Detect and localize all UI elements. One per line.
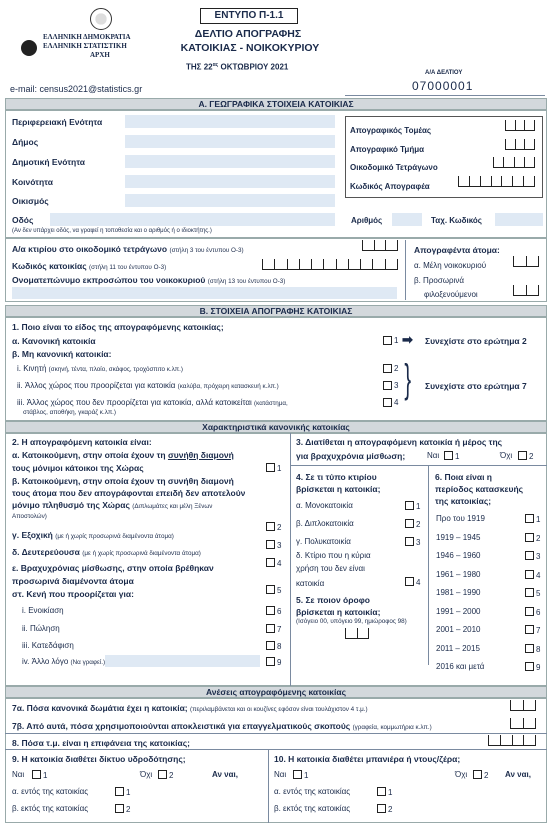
q3-no: Όχι xyxy=(500,451,513,460)
q6-period-number: 8 xyxy=(536,644,541,654)
q10-outside-checkbox[interactable] xyxy=(377,804,386,813)
q3-line2: για βραχυχρόνια μίσθωση; xyxy=(296,451,406,461)
q6-period-checkbox[interactable] xyxy=(525,551,534,560)
q4-detached-checkbox[interactable] xyxy=(405,501,414,510)
field-community-input[interactable] xyxy=(125,175,335,188)
q1-bii-label: ii. Άλλος χώρος που προορίζεται για κατοικία (καλύβα, πρόχειρη κατασκευή κ.λπ.) xyxy=(17,381,279,390)
q6-period-number: 7 xyxy=(536,626,541,635)
building-aa-digits[interactable] xyxy=(362,240,398,251)
q8-digits[interactable] xyxy=(488,735,536,746)
q9-yes: Ναι xyxy=(12,770,25,779)
field-street-label: Οδός xyxy=(12,215,34,225)
vacant-other-checkbox[interactable] xyxy=(266,657,275,666)
number-input[interactable] xyxy=(392,213,422,226)
q4-detached: α. Μονοκατοικία xyxy=(296,501,353,510)
q6-period-number: 3 xyxy=(536,552,541,561)
q9-outside-checkbox[interactable] xyxy=(115,804,124,813)
q2-g-checkbox[interactable] xyxy=(266,540,275,549)
q5-note: (Ισόγειο 00, υπόγειο 99, ημιώροφος 98) xyxy=(296,618,407,625)
field-community-label: Κοινότητα xyxy=(12,177,53,187)
q6-period-label: 1946 – 1960 xyxy=(436,551,481,560)
q9-inside: α. εντός της κατοικίας xyxy=(12,787,89,796)
q9-text: 9. Η κατοικία διαθέτει δίκτυο υδροδότησης; xyxy=(12,754,186,764)
section-label: Απογραφικό Τμήμα xyxy=(350,145,425,154)
q1-bi-label: i. Κινητή (σκηνή, τέντα, πλοίο, σκάφος, τροχόσπιτο κ.λπ.) xyxy=(17,364,183,373)
form-code-box: ΕΝΤΥΠΟ Π-1.1 xyxy=(200,8,298,24)
q4-semi-checkbox[interactable] xyxy=(405,519,414,528)
field-munit-label: Δημοτική Ενότητα xyxy=(12,157,86,167)
q2-text: 2. Η απογραφόμενη κατοικία είναι: xyxy=(12,437,152,447)
sector-label: Απογραφικός Τομέας xyxy=(350,126,432,135)
dwelling-code-label: Κωδικός κατοικίας (στήλη 11 του έντυπου Ο-3) xyxy=(12,261,167,271)
section-a-header: Α. ΓΕΩΓΡΑΦΙΚΑ ΣΤΟΙΧΕΙΑ ΚΑΤΟΙΚΙΑΣ xyxy=(5,98,547,110)
email: e-mail: census2021@statistics.gr xyxy=(10,84,143,94)
q10-no: Όχι xyxy=(455,770,468,779)
postcode-input[interactable] xyxy=(495,213,543,226)
q7b-text: 7β. Από αυτά, πόσα χρησιμοποιούνται αποκλειστικά για επαγγελματικούς σκοπούς (γραφεία, κομμωτήρια κ.λπ.) xyxy=(12,721,432,731)
q1-text: 1. Ποιο είναι το είδος της απογραφόμενης κατοικίας; xyxy=(12,322,224,332)
q1-a-label: α. Κανονική κατοικία xyxy=(12,336,96,346)
q1-bii-checkbox[interactable] xyxy=(383,381,392,390)
q10-inside-checkbox[interactable] xyxy=(377,787,386,796)
vacant-other-input[interactable] xyxy=(105,655,260,667)
q2-a-checkbox[interactable] xyxy=(266,463,275,472)
q1-biii-label: iii. Άλλος χώρος που δεν προορίζεται για κατοικία, αλλά κατοικείται (κατάστημα, xyxy=(17,398,288,407)
q1-bi-checkbox[interactable] xyxy=(383,364,392,373)
q2-b-line1: β. Κατοικούμενη, στην οποία έχουν τη συνήθη διαμονή xyxy=(12,476,234,486)
field-region-input[interactable] xyxy=(125,115,335,128)
q5-floor-digits[interactable] xyxy=(345,628,369,639)
guests-label: β. Προσωρινά xyxy=(414,276,464,285)
q9-no-checkbox[interactable] xyxy=(158,770,167,779)
q5-line2: βρίσκεται η κατοικία; xyxy=(296,607,381,617)
q1-b-label: β. Μη κανονική κατοικία: xyxy=(12,349,112,359)
q6-period-label: 2011 – 2015 xyxy=(436,643,480,653)
agency-logo-icon xyxy=(21,40,37,56)
q9-inside-checkbox[interactable] xyxy=(115,787,124,796)
members-digits[interactable] xyxy=(513,256,539,267)
representative-input[interactable] xyxy=(12,287,397,299)
q7b-digits[interactable] xyxy=(510,718,536,729)
members-label: α. Μέλη νοικοκυριού xyxy=(414,261,487,270)
q6-line2: περίοδος κατασκευής xyxy=(435,484,524,494)
persons-title: Απογραφέντα άτομα: xyxy=(414,245,500,255)
q9-outside: β. εκτός της κατοικίας xyxy=(12,804,89,813)
q10-inside: α. εντός της κατοικίας xyxy=(274,787,351,796)
vacant-other-label: iv. Άλλο λόγο (Να γραφεί.) xyxy=(22,657,106,666)
q1-biii-note: στάβλος, αποθήκη, γκαράζ κ.λπ.) xyxy=(23,409,117,416)
street-note: (Αν δεν υπάρχει οδός, να γραφεί η τοποθεσία και ο αριθμός ή ο ιδιοκτήτης.) xyxy=(12,228,212,234)
block-digits[interactable] xyxy=(493,157,535,168)
q6-period-number: 4 xyxy=(536,570,541,580)
q2-d-label: δ. Δευτερεύουσα (με ή χωρίς προσωρινά διαμένοντα άτομα) xyxy=(12,547,201,557)
field-region-label: Περιφερειακή Ενότητα xyxy=(12,117,103,127)
arrow-right-icon: ➡ xyxy=(402,332,413,347)
dwelling-code-digits[interactable] xyxy=(262,259,398,270)
field-street-input[interactable] xyxy=(50,213,335,226)
q4-apartment: γ. Πολυκατοικία xyxy=(296,537,351,546)
q8-text: 8. Πόσα τ.μ. είναι η επιφάνεια της κατοικίας; xyxy=(12,738,190,748)
q4-other-1: δ. Κτίριο που η κύρια xyxy=(296,551,371,560)
q9-yes-checkbox[interactable] xyxy=(32,770,41,779)
form-title-1: ΔΕΛΤΙΟ ΑΠΟΓΡΑΦΗΣ xyxy=(194,28,302,40)
q10-yes-checkbox[interactable] xyxy=(293,770,302,779)
block-label: Οικοδομικό Τετράγωνο xyxy=(350,163,438,172)
q7a-digits[interactable] xyxy=(510,700,536,711)
q6-period-checkbox[interactable] xyxy=(525,570,534,579)
q6-period-label: 1961 – 1980 xyxy=(436,569,481,579)
q6-period-label: 1991 – 2000 xyxy=(436,606,481,616)
q4-apartment-checkbox[interactable] xyxy=(405,537,414,546)
q6-period-number: 6 xyxy=(536,607,541,617)
q9-no: Όχι xyxy=(140,770,153,779)
goto-q7: Συνεχίστε στο ερώτημα 7 xyxy=(425,381,527,391)
vacant-demolition-checkbox[interactable] xyxy=(266,641,275,650)
q2-b-line4: Αποστολών) xyxy=(12,513,47,520)
q10-text: 10. Η κατοικία διαθέτει μπανιέρα ή ντους/ζέρα; xyxy=(274,754,461,764)
q6-line1: 6. Ποια είναι η xyxy=(435,472,492,482)
aa-label: Α/Α ΔΕΛΤΙΟΥ xyxy=(425,70,463,76)
brace-icon: } xyxy=(404,357,412,401)
q2-e-line2: προσωρινά διαμένοντα άτομα xyxy=(12,576,134,586)
q10-yes: Ναι xyxy=(274,770,287,779)
q2-a-line2: τους μόνιμοι κάτοικοι της Χώρας xyxy=(12,463,144,473)
agency-name-2: ΑΡΧΗ xyxy=(90,51,110,59)
q6-period-checkbox[interactable] xyxy=(525,588,534,597)
q4-other-2: χρήση του δεν είναι xyxy=(296,564,365,573)
q10-ifyes: Αν ναι, xyxy=(505,770,531,779)
q6-period-label: 1919 – 1945 xyxy=(436,532,481,542)
q4-semi: β. Διπλοκατοικία xyxy=(296,519,354,528)
q6-period-number: 5 xyxy=(536,589,541,598)
comforts-header: Ανέσεις απογραφόμενης κατοικίας xyxy=(5,686,547,698)
q2-e-checkbox[interactable] xyxy=(266,585,275,594)
q1-a-checkbox[interactable] xyxy=(383,336,392,345)
vacant-rent-checkbox[interactable] xyxy=(266,606,275,615)
q6-period-checkbox[interactable] xyxy=(525,607,534,616)
q2-st-label: στ. Κενή που προορίζεται για: xyxy=(12,589,134,599)
q5-line1: 5. Σε ποιον όροφο xyxy=(296,595,370,605)
enumerator-label: Κωδικός Απογραφέα xyxy=(350,182,430,191)
q4-line2: βρίσκεται η κατοικία; xyxy=(296,484,381,494)
vacant-demolition-label: iii. Κατεδάφιση xyxy=(22,641,74,650)
q1-biii-checkbox[interactable] xyxy=(383,398,392,407)
q2-g-label: γ. Εξοχική (με ή χωρίς προσωρινά διαμένοντα άτομα) xyxy=(12,530,174,540)
characteristics-header: Χαρακτηριστικά κανονικής κατοικίας xyxy=(5,421,547,433)
q6-line3: της κατοικίας; xyxy=(435,496,492,506)
q9-ifyes: Αν ναι, xyxy=(212,770,238,779)
vacant-rent-label: i. Ενοικίαση xyxy=(22,606,64,615)
q2-b-line2: τους άτομα που δεν απογράφονται επειδή δεν αποτελούν xyxy=(12,488,246,498)
q6-period-label: 1981 – 1990 xyxy=(436,588,481,597)
q4-line1: 4. Σε τι τύπο κτιρίου xyxy=(296,472,377,482)
form-title-2: ΚΑΤΟΙΚΙΑΣ - ΝΟΙΚΟΚΥΡΙΟΥ xyxy=(180,42,320,54)
q6-period-label: 2001 – 2010 xyxy=(436,625,481,634)
q6-period-checkbox[interactable] xyxy=(525,644,534,653)
emblem xyxy=(90,8,112,30)
q6-period-label: Προ του 1919 xyxy=(436,514,485,523)
q6-period-number: 1 xyxy=(536,515,541,524)
q4-other-3: κατοικία xyxy=(296,579,325,588)
q3-line1: 3. Διατίθεται η απογραφόμενη κατοικία ή μέρος της xyxy=(296,437,503,447)
q6-period-checkbox[interactable] xyxy=(525,533,534,542)
q6-period-checkbox[interactable] xyxy=(525,662,534,671)
q2-a-line1: α. Κατοικούμενη, στην οποία έχουν τη συνήθη διαμονή xyxy=(12,450,234,460)
q3-yes-checkbox[interactable] xyxy=(444,451,453,460)
q2-e-line1: ε. Βραχυχρόνιας μίσθωσης, στην οποία βρέθηκαν xyxy=(12,563,214,573)
q10-no-checkbox[interactable] xyxy=(473,770,482,779)
goto-q2: Συνεχίστε στο ερώτημα 2 xyxy=(425,336,527,346)
field-municipality-input[interactable] xyxy=(125,135,335,148)
section-b-header: Β. ΣΤΟΙΧΕΙΑ ΑΠΟΓΡΑΦΗΣ ΚΑΤΟΙΚΙΑΣ xyxy=(5,305,547,317)
agency-name: ΕΛΛΗΝΙΚΗ ΣΤΑΤΙΣΤΙΚΗ xyxy=(43,42,127,50)
enumerator-digits[interactable] xyxy=(458,176,535,187)
guests-digits[interactable] xyxy=(513,285,539,296)
postcode-label: Ταχ. Κωδικός xyxy=(431,216,482,225)
q6-period-label: 2016 και μετά xyxy=(436,662,485,671)
representative-label: Ονοματεπώνυμο εκπροσώπου του νοικοκυριού (στήλη 13 του έντυπου Ο-3) xyxy=(12,275,286,285)
number-label: Αριθμός xyxy=(351,216,383,225)
field-municipality-label: Δήμος xyxy=(12,137,39,147)
q2-b-checkbox[interactable] xyxy=(266,522,275,531)
guests-label-2: φιλοξενούμενοι xyxy=(424,290,478,299)
q6-period-checkbox[interactable] xyxy=(525,514,534,523)
aa-value: 07000001 xyxy=(412,79,474,93)
country-name: ΕΛΛΗΝΙΚΗ ΔΗΜΟΚΡΑΤΙΑ xyxy=(43,33,131,41)
q2-b-line3: μόνιμο πληθυσμό της Χώρας (Διπλωμάτες και μέλη Ξένων xyxy=(12,500,213,510)
field-settlement-label: Οικισμός xyxy=(12,196,49,206)
q3-no-checkbox[interactable] xyxy=(518,451,527,460)
q10-outside: β. εκτός της κατοικίας xyxy=(274,804,351,813)
q4-other-checkbox[interactable] xyxy=(405,577,414,586)
q7a-text: 7α. Πόσα κανονικά δωμάτια έχει η κατοικία; (περιλαμβάνεται και οι κουζίνες εφόσον είναι τουλάχιστον 4 τ.μ.) xyxy=(12,703,368,713)
q6-period-number: 2 xyxy=(536,533,541,543)
section-digits[interactable] xyxy=(505,139,535,150)
vacant-sale-label: ii. Πώληση xyxy=(22,624,60,633)
field-munit-input[interactable] xyxy=(125,155,335,168)
q6-period-number: 9 xyxy=(536,663,541,672)
sector-digits[interactable] xyxy=(505,120,535,131)
census-date: ΤΗΣ $22^{\alpha\varsigma}$ ΟΚΤΩΒΡΙΟΥ 2021 xyxy=(186,62,289,72)
q6-period-checkbox[interactable] xyxy=(525,625,534,634)
q3-yes: Ναι xyxy=(427,451,440,460)
field-settlement-input[interactable] xyxy=(125,194,335,207)
q2-d-checkbox[interactable] xyxy=(266,558,275,567)
vacant-sale-checkbox[interactable] xyxy=(266,624,275,633)
building-aa-label: Α/α κτιρίου στο οικοδομικό τετράγωνο (στήλη 3 του έντυπου Ο-3) xyxy=(12,244,244,254)
